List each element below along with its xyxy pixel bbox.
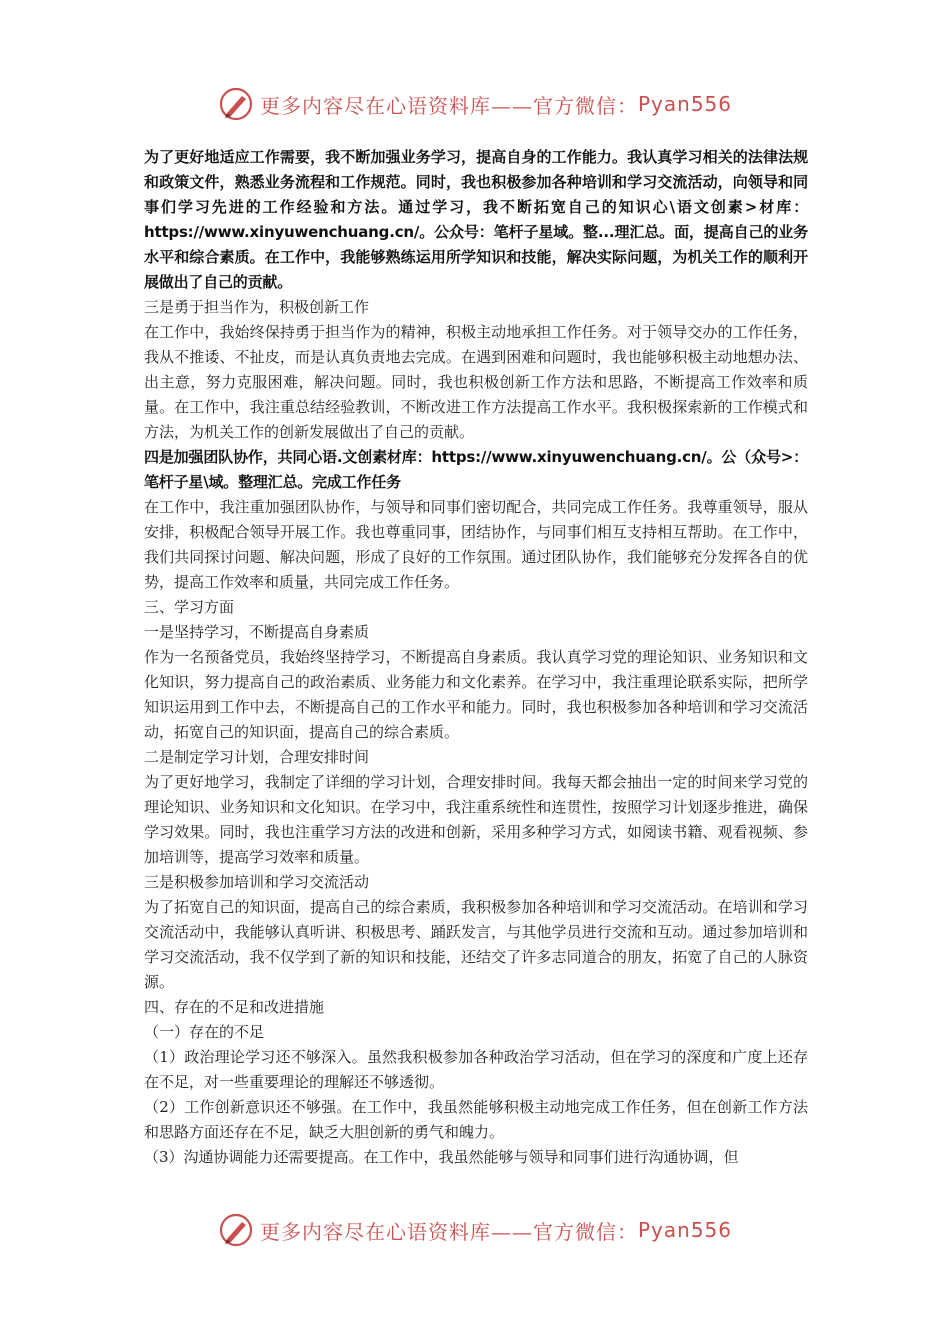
- paragraph: 三、学习方面: [144, 598, 235, 616]
- paragraph: （2）工作创新意识还不够强。在工作中，我虽然能够积极主动地完成工作任务，但在创新工作方法和思路方面还存在不足，缺乏大胆创新的勇气和魄力。: [144, 1098, 808, 1141]
- paragraph: 三是积极参加培训和学习交流活动: [144, 873, 370, 891]
- paragraph: 为了拓宽自己的知识面，提高自己的综合素质，我积极参加各种培训和学习交流活动。在培训和学习交流活动中，我能够认真听讲、积极思考、踊跃发言，与其他学员进行交流和互动。通过参加培训和学习交流活动，我不仅学到了新的知识和技能，还结交了许多志同道合的朋友，拓宽了自己的人脉资源。: [144, 898, 808, 991]
- paragraph: （1）政治理论学习还不够深入。虽然我积极参加各种政治学习活动，但在学习的深度和广度上还存在不足，对一些重要理论的理解还不够透彻。: [144, 1048, 808, 1091]
- pen-logo-icon: [218, 1212, 254, 1248]
- paragraph: 二是制定学习计划，合理安排时间: [144, 748, 370, 766]
- document-body: [144, 145, 808, 1170]
- paragraph: （一）存在的不足: [144, 1023, 265, 1041]
- paragraph: （3）沟通协调能力还需要提高。在工作中，我虽然能够与领导和同事们进行沟通协调，但: [144, 1148, 739, 1166]
- paragraph: 为了更好地适应工作需要，我不断加强业务学习，提高自身的工作能力。我认真学习相关的法律法规和政策文件，熟悉业务流程和工作规范。同时，我也积极参加各种培训和学习交流活动，向领导和同事们学习先进的工作经验和方法。通过学习，我不断拓宽自己的知识心\语文创素>材库：https://www.xinyuwenchuang.cn/。公众号：笔杆子星域。整...理汇总。面，提高自己的业务水平和综合素质。在工作中，我能够熟练运用所学知识和技能，解决实际问题，为机关工作的顺利开展做出了自己的贡献。: [144, 148, 808, 291]
- paragraph: 三是勇于担当作为，积极创新工作: [144, 298, 370, 316]
- paragraph: 四、存在的不足和改进措施: [144, 998, 325, 1016]
- banner-account: Pyan556: [637, 92, 732, 116]
- pen-logo-icon: [218, 86, 254, 122]
- paragraph: 作为一名预备党员，我始终坚持学习，不断提高自身素质。我认真学习党的理论知识、业务知识和文化知识，努力提高自己的政治素质、业务能力和文化素养。在学习中，我注重理论联系实际，把所学知识运用到工作中去，不断提高自己的工作水平和能力。同时，我也积极参加各种培训和学习交流活动，拓宽自己的知识面，提高自己的综合素质。: [144, 648, 808, 741]
- paragraph: 在工作中，我注重加强团队协作，与领导和同事们密切配合，共同完成工作任务。我尊重领导，服从安排，积极配合领导开展工作。我也尊重同事，团结协作，与同事们相互支持相互帮助。在工作中，我们共同探讨问题、解决问题，形成了良好的工作氛围。通过团队协作，我们能够充分发挥各自的优势，提高工作效率和质量，共同完成工作任务。: [144, 498, 808, 591]
- banner-text: 更多内容尽在心语资料库——官方微信：: [259, 1219, 638, 1244]
- header-banner: [0, 84, 950, 124]
- banner-text: 更多内容尽在心语资料库——官方微信：: [259, 93, 638, 118]
- paragraph: 在工作中，我始终保持勇于担当作为的精神，积极主动地承担工作任务。对于领导交办的工作任务，我从不推诿、不扯皮，而是认真负责地去完成。在遇到困难和问题时，我也能够积极主动地想办法、出主意，努力克服困难，解决问题。同时，我也积极创新工作方法和思路，不断提高工作效率和质量。在工作中，我注重总结经验教训，不断改进工作方法提高工作水平。我积极探索新的工作模式和方法，为机关工作的创新发展做出了自己的贡献。: [144, 323, 808, 441]
- paragraph: 一是坚持学习，不断提高自身素质: [144, 623, 370, 641]
- footer-banner: [0, 1210, 950, 1250]
- paragraph: 为了更好地学习，我制定了详细的学习计划，合理安排时间。我每天都会抽出一定的时间来学习党的理论知识、业务知识和文化知识。在学习中，我注重系统性和连贯性，按照学习计划逐步推进，确保学习效果。同时，我也注重学习方法的改进和创新，采用多种学习方式，如阅读书籍、观看视频、参加培训等，提高学习效率和质量。: [144, 773, 808, 866]
- banner-account: Pyan556: [637, 1218, 732, 1242]
- paragraph: 四是加强团队协作，共同心语.文创素材库：https://www.xinyuwenchuang.cn/。公（众号>：笔杆子星\域。整理汇总。完成工作任务: [144, 448, 808, 491]
